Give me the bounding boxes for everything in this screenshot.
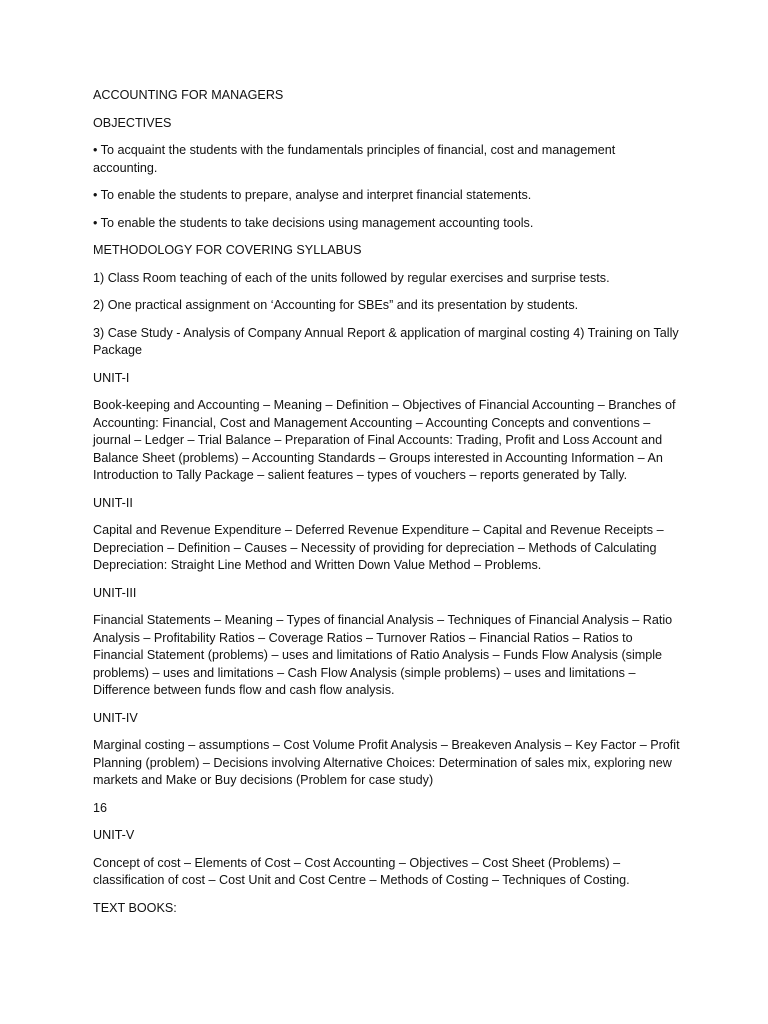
textbooks-heading: TEXT BOOKS:: [93, 900, 177, 915]
methodology-item: 2) One practical assignment on ‘Accounting for SBEs” and its presentation by students.: [93, 298, 579, 312]
page-number: 16: [93, 800, 108, 815]
document-title: ACCOUNTING FOR MANAGERS: [93, 88, 284, 102]
unit-body: Financial Statements – Meaning – Types of financial Analysis – Techniques of Financial Analysis – Ratio Analysis – Profitability Ratios – Coverage Ratios – Turnover Ratios – Financial Ratios – Ratios to Financial Statement (problems) – uses and limitations of Ratio Analysis – Funds Flow Analysis (simple problems) – uses and limitations – Cash Flow Analysis (simple problems) – uses and limitations – Difference between funds flow and cash flow analysis.: [93, 613, 673, 697]
unit-heading: UNIT-III: [93, 585, 137, 600]
objectives-heading: OBJECTIVES: [93, 115, 172, 130]
unit-heading: UNIT-IV: [93, 710, 138, 725]
objective-item: • To enable the students to prepare, analyse and interpret financial statements.: [93, 188, 532, 202]
unit-heading: UNIT-I: [93, 370, 130, 385]
unit-body: Capital and Revenue Expenditure – Deferred Revenue Expenditure – Capital and Revenue Receipts – Depreciation – Definition – Causes – Necessity of providing for depreciation – Methods of Calculating Depreciation: Straight Line Method and Written Down Value Method – Problems.: [93, 523, 664, 572]
methodology-heading: METHODOLOGY FOR COVERING SYLLABUS: [93, 243, 362, 257]
unit-body: Marginal costing – assumptions – Cost Volume Profit Analysis – Breakeven Analysis – Key Factor – Profit Planning (problem) – Decisions involving Alternative Choices: Determination of sales mix, exploring new markets and Make or Buy decisions (Problem for case study): [93, 738, 680, 787]
objective-item: • To enable the students to take decisions using management accounting tools.: [93, 215, 534, 230]
unit-heading: UNIT-V: [93, 828, 135, 842]
unit-heading: UNIT-II: [93, 495, 133, 510]
unit-body: Book-keeping and Accounting – Meaning – Definition – Objectives of Financial Accounting – Branches of Accounting: Financial, Cost and Management Accounting – Accounting Concepts and conventions – journal – Ledger – Trial Balance – Preparation of Final Accounts: Trading, Profit and Loss Account and Balance Sheet (problems) – Accounting Standards – Groups interested in Accounting Information – An Introduction to Tally Package – salient features – types of vouchers – reports generated by Tally.: [93, 398, 676, 482]
methodology-item: 3) Case Study - Analysis of Company Annual Report & application of marginal costing 4) Training on Tally Package: [93, 325, 679, 357]
methodology-item: 1) Class Room teaching of each of the units followed by regular exercises and surprise tests.: [93, 270, 610, 285]
document-page: [93, 87, 683, 927]
unit-body: Concept of cost – Elements of Cost – Cost Accounting – Objectives – Cost Sheet (Problems) – classification of cost – Cost Unit and Cost Centre – Methods of Costing – Techniques of Costing.: [93, 855, 630, 887]
objective-item: • To acquaint the students with the fundamentals principles of financial, cost and management accounting.: [93, 143, 616, 175]
